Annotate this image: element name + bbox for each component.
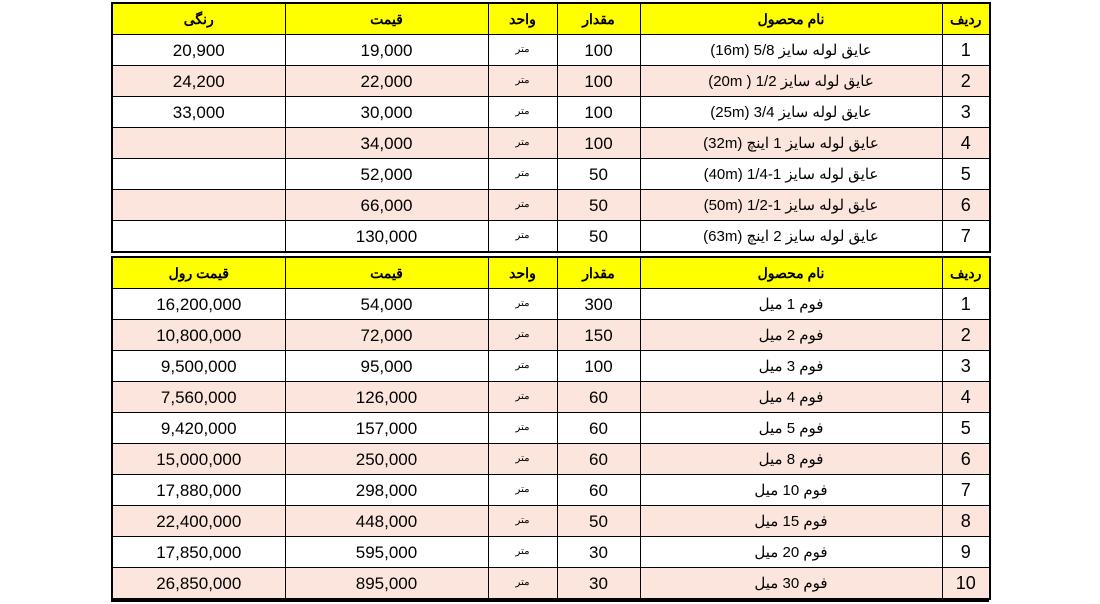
quantity: 60 xyxy=(557,444,640,475)
header-unit: واحد xyxy=(488,3,557,35)
row-number: 4 xyxy=(942,382,990,413)
colored-price: 20,900 xyxy=(112,35,285,66)
unit: متر xyxy=(488,289,557,320)
header-row-number: ردیف xyxy=(942,3,990,35)
unit: متر xyxy=(488,66,557,97)
product-name: عایق لوله سایز 1-1/2 (50m) xyxy=(640,190,942,221)
row-number: 7 xyxy=(942,475,990,506)
price: 157,000 xyxy=(285,413,488,444)
quantity: 30 xyxy=(557,537,640,568)
row-number: 7 xyxy=(942,221,990,253)
roll-price: 26,850,000 xyxy=(112,568,285,600)
quantity: 100 xyxy=(557,35,640,66)
unit: متر xyxy=(488,221,557,253)
price: 22,000 xyxy=(285,66,488,97)
quantity: 30 xyxy=(557,568,640,600)
row-number: 6 xyxy=(942,444,990,475)
foam-price-table xyxy=(111,256,991,600)
colored-price xyxy=(112,190,285,221)
header-unit: واحد xyxy=(488,257,557,289)
colored-price: 24,200 xyxy=(112,66,285,97)
product-name: فوم 5 میل xyxy=(640,413,942,444)
price: 19,000 xyxy=(285,35,488,66)
table-row xyxy=(112,221,990,253)
table-row xyxy=(112,413,990,444)
product-name: فوم 30 میل xyxy=(640,568,942,600)
product-name: عایق لوله سایز 3/4 (25m) xyxy=(640,97,942,128)
product-name: فوم 8 میل xyxy=(640,444,942,475)
header-colored: رنگی xyxy=(112,3,285,35)
row-number: 5 xyxy=(942,413,990,444)
roll-price: 22,400,000 xyxy=(112,506,285,537)
table-row xyxy=(112,35,990,66)
table-row xyxy=(112,382,990,413)
pipe-insulation-price-table xyxy=(111,2,991,253)
table-row xyxy=(112,351,990,382)
price: 66,000 xyxy=(285,190,488,221)
product-name: عایق لوله سایز 1-1/4 (40m) xyxy=(640,159,942,190)
roll-price: 9,420,000 xyxy=(112,413,285,444)
divider xyxy=(111,600,989,602)
price: 250,000 xyxy=(285,444,488,475)
row-number: 2 xyxy=(942,320,990,351)
unit: متر xyxy=(488,320,557,351)
header-product-name: نام محصول xyxy=(640,257,942,289)
colored-price xyxy=(112,159,285,190)
header-price: قیمت xyxy=(285,257,488,289)
product-name: فوم 2 میل xyxy=(640,320,942,351)
product-name: عایق لوله سایز 1/2 ( 20m) xyxy=(640,66,942,97)
unit: متر xyxy=(488,351,557,382)
table-row xyxy=(112,537,990,568)
price: 54,000 xyxy=(285,289,488,320)
table-row xyxy=(112,128,990,159)
row-number: 9 xyxy=(942,537,990,568)
table-header-row xyxy=(112,257,990,289)
row-number: 1 xyxy=(942,35,990,66)
product-name: فوم 15 میل xyxy=(640,506,942,537)
quantity: 100 xyxy=(557,66,640,97)
product-name: فوم 10 میل xyxy=(640,475,942,506)
roll-price: 17,880,000 xyxy=(112,475,285,506)
unit: متر xyxy=(488,97,557,128)
unit: متر xyxy=(488,190,557,221)
unit: متر xyxy=(488,413,557,444)
row-number: 4 xyxy=(942,128,990,159)
product-name: عایق لوله سایز 2 اینچ (63m) xyxy=(640,221,942,253)
product-name: فوم 4 میل xyxy=(640,382,942,413)
table-row xyxy=(112,289,990,320)
price: 95,000 xyxy=(285,351,488,382)
row-number: 5 xyxy=(942,159,990,190)
row-number: 8 xyxy=(942,506,990,537)
colored-price: 33,000 xyxy=(112,97,285,128)
price: 126,000 xyxy=(285,382,488,413)
quantity: 100 xyxy=(557,97,640,128)
table-row xyxy=(112,506,990,537)
quantity: 60 xyxy=(557,382,640,413)
header-roll-price: قیمت رول xyxy=(112,257,285,289)
row-number: 3 xyxy=(942,97,990,128)
price: 895,000 xyxy=(285,568,488,600)
header-product-name: نام محصول xyxy=(640,3,942,35)
table-header-row xyxy=(112,3,990,35)
header-row-number: ردیف xyxy=(942,257,990,289)
roll-price: 16,200,000 xyxy=(112,289,285,320)
price: 448,000 xyxy=(285,506,488,537)
quantity: 60 xyxy=(557,413,640,444)
roll-price: 15,000,000 xyxy=(112,444,285,475)
quantity: 100 xyxy=(557,351,640,382)
colored-price xyxy=(112,128,285,159)
table-row xyxy=(112,66,990,97)
unit: متر xyxy=(488,159,557,190)
quantity: 60 xyxy=(557,475,640,506)
quantity: 50 xyxy=(557,221,640,253)
quantity: 300 xyxy=(557,289,640,320)
unit: متر xyxy=(488,35,557,66)
roll-price: 9,500,000 xyxy=(112,351,285,382)
quantity: 100 xyxy=(557,128,640,159)
product-name: عایق لوله سایز 1 اینچ (32m) xyxy=(640,128,942,159)
table-row xyxy=(112,97,990,128)
price: 34,000 xyxy=(285,128,488,159)
table-row xyxy=(112,320,990,351)
roll-price: 17,850,000 xyxy=(112,537,285,568)
unit: متر xyxy=(488,382,557,413)
table-row xyxy=(112,159,990,190)
row-number: 1 xyxy=(942,289,990,320)
unit: متر xyxy=(488,506,557,537)
table-row xyxy=(112,444,990,475)
unit: متر xyxy=(488,568,557,600)
roll-price: 7,560,000 xyxy=(112,382,285,413)
row-number: 2 xyxy=(942,66,990,97)
unit: متر xyxy=(488,537,557,568)
header-quantity: مقدار xyxy=(557,257,640,289)
table-row xyxy=(112,475,990,506)
colored-price xyxy=(112,221,285,253)
roll-price: 10,800,000 xyxy=(112,320,285,351)
product-name: فوم 20 میل xyxy=(640,537,942,568)
header-quantity: مقدار xyxy=(557,3,640,35)
product-name: فوم 1 میل xyxy=(640,289,942,320)
quantity: 150 xyxy=(557,320,640,351)
price: 298,000 xyxy=(285,475,488,506)
price: 72,000 xyxy=(285,320,488,351)
quantity: 50 xyxy=(557,506,640,537)
price: 30,000 xyxy=(285,97,488,128)
unit: متر xyxy=(488,475,557,506)
price: 52,000 xyxy=(285,159,488,190)
row-number: 10 xyxy=(942,568,990,600)
table-row xyxy=(112,568,990,600)
quantity: 50 xyxy=(557,159,640,190)
table-row xyxy=(112,190,990,221)
unit: متر xyxy=(488,444,557,475)
unit: متر xyxy=(488,128,557,159)
product-name: عایق لوله سایز 5/8 (16m) xyxy=(640,35,942,66)
price: 130,000 xyxy=(285,221,488,253)
price: 595,000 xyxy=(285,537,488,568)
row-number: 3 xyxy=(942,351,990,382)
quantity: 50 xyxy=(557,190,640,221)
header-price: قیمت xyxy=(285,3,488,35)
row-number: 6 xyxy=(942,190,990,221)
product-name: فوم 3 میل xyxy=(640,351,942,382)
